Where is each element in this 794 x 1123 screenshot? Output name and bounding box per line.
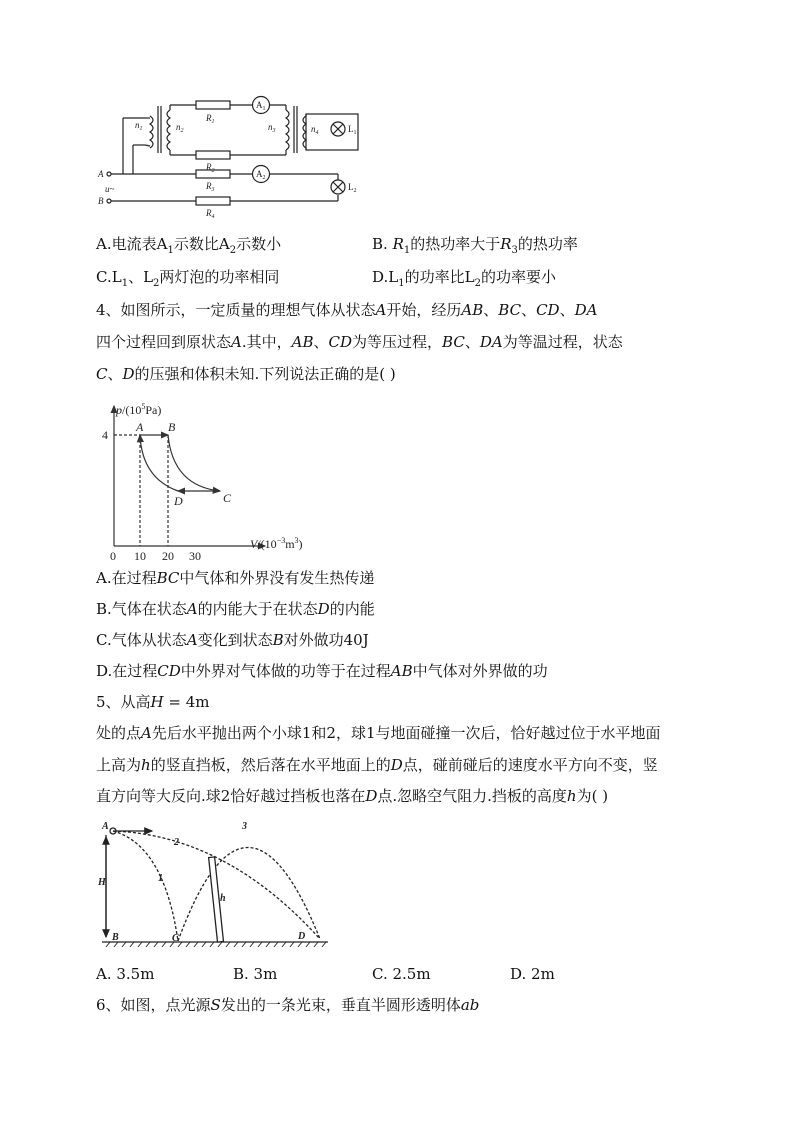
q4-option-c[interactable]: C.气体从状态A变化到状态B对外做功40J: [96, 631, 369, 649]
svg-text:A: A: [102, 821, 109, 832]
q3-option-b[interactable]: B. $R_1$的热功率大于$R_3$的热功率: [372, 235, 578, 256]
svg-text:4: 4: [102, 428, 108, 442]
svg-text:3: 3: [242, 821, 247, 832]
svg-text:R1: $R_1$: [206, 113, 215, 125]
circuit-diagram: [88, 88, 378, 223]
svg-text:D: D: [174, 494, 183, 508]
svg-text:n4: $n_4$: [311, 124, 319, 136]
svg-text:L2: $L_2$: [348, 182, 357, 194]
q5-option-b[interactable]: B. 3m: [233, 965, 278, 983]
q5-stem-line-4: 直方向等大反向.球2恰好越过挡板也落在D点.忽略空气阻力.挡板的高度h为( ): [96, 787, 609, 805]
svg-text:R3: $R_3$: [206, 181, 215, 193]
q6-stem-line-1: 6、如图，点光源S发出的一条光束，垂直半圆形透明体ab: [96, 996, 480, 1014]
svg-text:B: B: [112, 932, 119, 943]
svg-text:1: 1: [158, 873, 163, 884]
svg-text:B: B: [98, 196, 104, 206]
svg-text:p/(105Pa): $p/(10^5Pa)$: [116, 402, 162, 417]
svg-text:B: B: [168, 420, 176, 434]
svg-text:C: C: [172, 933, 179, 944]
pv-graph: [100, 398, 340, 563]
svg-text:C: C: [223, 491, 232, 505]
svg-text:n3: $n_3$: [268, 122, 276, 134]
svg-text:A: A: [98, 169, 104, 179]
svg-text:D: D: [298, 931, 306, 942]
svg-text:20: 20: [162, 549, 174, 563]
q5-option-c[interactable]: C. 2.5m: [372, 965, 431, 983]
svg-text:n2: $n_2$: [176, 122, 184, 134]
q5-stem-line-2: 处的点A先后水平抛出两个小球1和2，球1与地面碰撞一次后，恰好越过位于水平地面: [96, 724, 661, 742]
projectile-figure: [96, 815, 336, 955]
svg-text:0: 0: [110, 549, 116, 563]
svg-text:n1: $n_1$: [135, 120, 143, 132]
q4-stem-line-2: 四个过程回到原状态A.其中，AB、CD为等压过程，BC、DA为等温过程，状态: [96, 333, 623, 351]
svg-text:A1: $A_1$: [256, 100, 266, 112]
svg-text:R2: $R_2$: [206, 162, 215, 174]
svg-text:u~: u~: [105, 184, 115, 194]
q3-option-a[interactable]: A.电流表$A_1$示数比$A_2$示数小: [96, 235, 282, 256]
q3-option-c[interactable]: $C.L_1$、$L_2$两灯泡的功率相同: [96, 268, 280, 289]
q4-stem-line-1: 4、如图所示，一定质量的理想气体从状态A开始，经历AB、BC、CD、DA: [96, 301, 598, 319]
q4-option-a[interactable]: A.在过程BC中气体和外界没有发生热传递: [96, 569, 375, 587]
q4-option-b[interactable]: B.气体在状态A的内能大于在状态D的内能: [96, 600, 375, 618]
q5-stem-line-1: 5、从高H = 4m: [96, 693, 210, 711]
svg-text:A: A: [136, 420, 144, 434]
svg-text:10: 10: [134, 549, 146, 563]
svg-text:2: 2: [174, 837, 179, 848]
svg-text:A2: $A_2$: [256, 169, 266, 181]
q5-stem-line-3: 上高为h的竖直挡板，然后落在水平地面上的D点，碰前碰后的速度水平方向不变，竖: [96, 756, 658, 774]
svg-text:30: 30: [189, 549, 201, 563]
q4-stem-line-3: C、D的压强和体积未知.下列说法正确的是( ): [96, 365, 396, 383]
svg-text:V/(10−3m3): $V/(10^{-3}m^3)$: [250, 536, 303, 551]
q3-option-d[interactable]: $D.L_1$的功率比$L_2$的功率要小: [372, 268, 556, 289]
svg-text:H: H: [98, 877, 106, 888]
q5-option-d[interactable]: D. 2m: [510, 965, 555, 983]
svg-text:L1: $L_1$: [348, 124, 357, 136]
svg-text:R4: $R_4$: [206, 208, 215, 220]
svg-text:h: h: [220, 893, 226, 904]
q4-option-d[interactable]: D.在过程CD中外界对气体做的功等于在过程AB中气体对外界做的功: [96, 662, 548, 680]
q5-option-a[interactable]: A. 3.5m: [96, 965, 155, 983]
